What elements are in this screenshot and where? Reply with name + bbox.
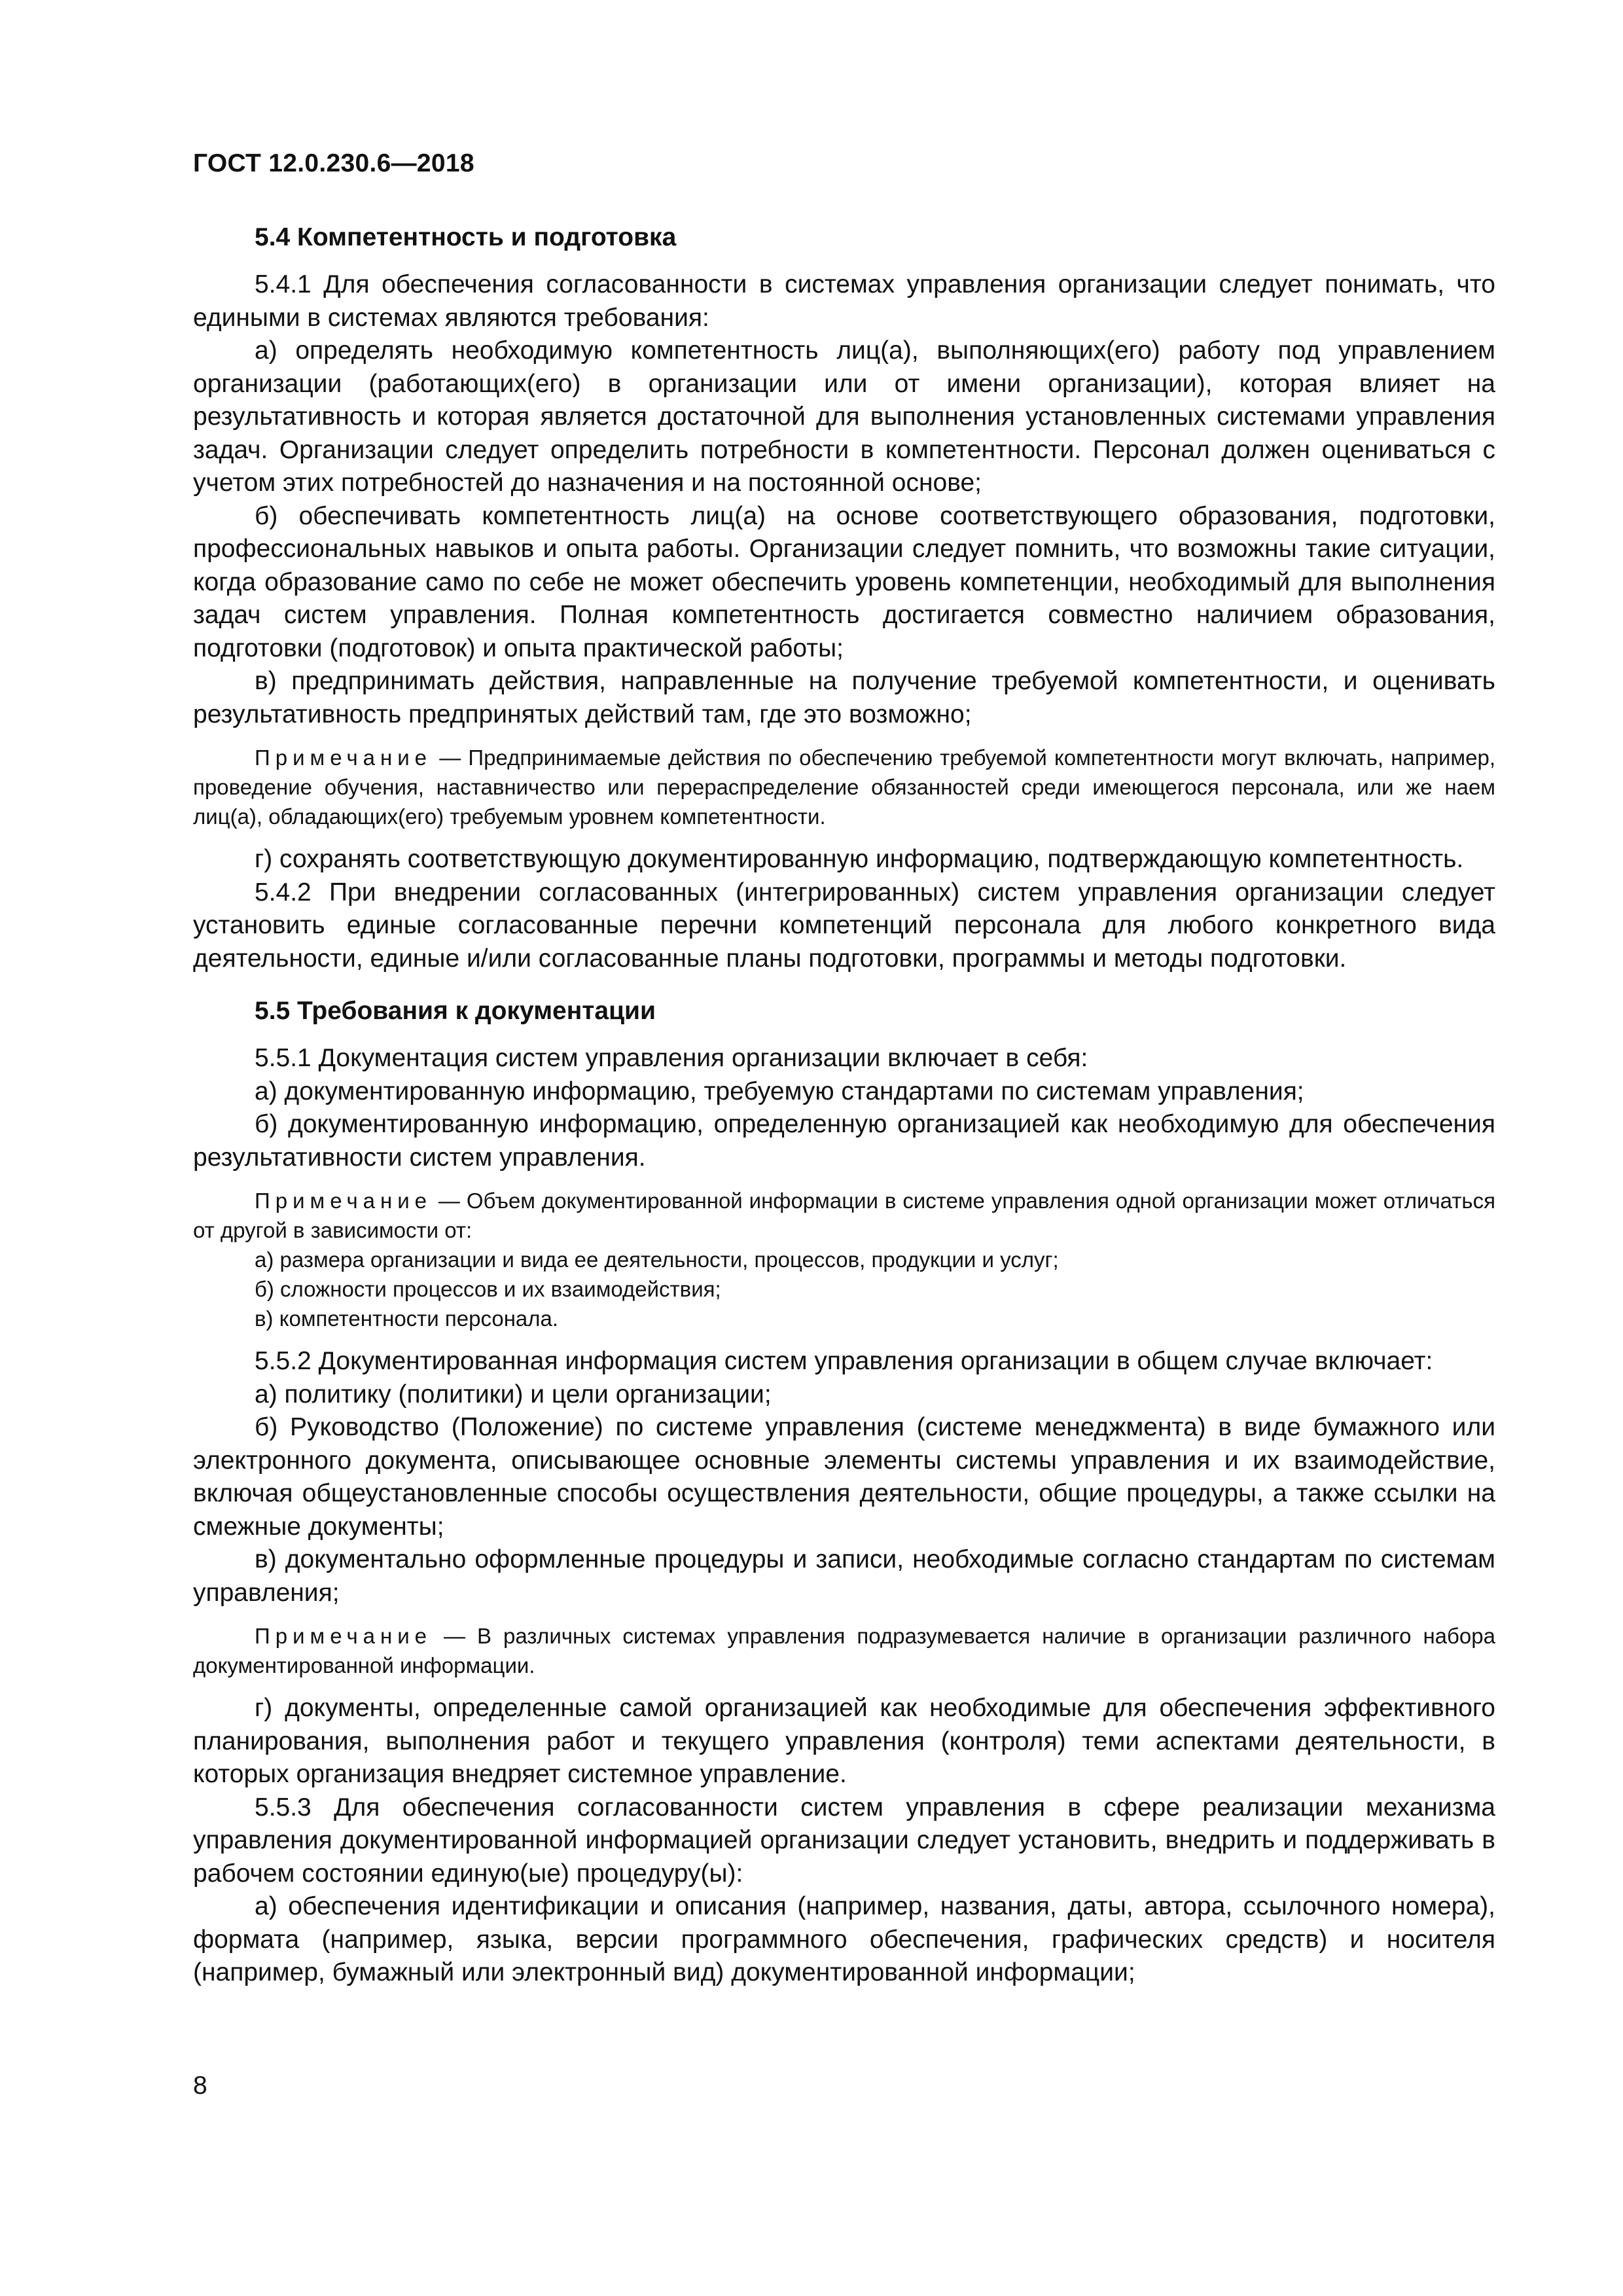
list-item-a: а) политику (политики) и цели организации; [255,1380,772,1408]
note-text: — В различных системах управления подразумевается наличие в организации различного набора документированной информации. [193,1624,1495,1677]
list-item-a: а) обеспечения идентификации и описания (например, названия, даты, автора, ссылочного номера), формата (например, языка, версии программного обеспечения, графических средств) и носителя (например, бумажный или электронный вид) документированной информации; [193,1892,1495,1986]
list-item-v: в) документально оформленные процедуры и записи, необходимые согласно стандартам по системам управления; [193,1545,1495,1607]
paragraph-5-4-2: 5.4.2 При внедрении согласованных (интегрированных) систем управления организации следует установить единые согласованные перечни компетенций персонала для любого конкретного вида деятельности, единые и/или согласованные планы подготовки, программы и методы подготовки. [193,878,1495,973]
page-content [193,221,1495,1990]
note-list-item-v: в) компетентности персонала. [255,1306,559,1331]
section-5-5-title: 5.5 Требования к документации [255,997,656,1025]
note-label: Примечание [255,1189,433,1213]
list-item-a: а) документированную информацию, требуемую стандартами по системам управления; [255,1077,1304,1105]
list-item-b: б) обеспечивать компетентность лиц(а) на основе соответствующего образования, подготовки, профессиональных навыков и опыта работы. Организации следует помнить, что возможны такие ситуации, когда образование само по себе не может обеспечить уровень компетенции, необходимый для выполнения задач систем управления. Полная компетентность достигается совместно наличием образования, подготовки (подготовок) и опыта практической работы; [193,501,1495,662]
document-code-header: ГОСТ 12.0.230.6—2018 [193,149,474,177]
note-text: — Предпринимаемые действия по обеспечению требуемой компетентности могут включать, например, проведение обучения, наставничество или перераспределение обязанностей среди имеющегося персонала, или же наем лиц(а), обладающих(его) требуемым уровнем компетентности. [193,745,1495,829]
list-item-b: б) Руководство (Положение) по системе управления (системе менеджмента) в виде бумажного или электронного документа, описывающее основные элементы системы управления и их взаимодействие, включая общеустановленные способы осуществления деятельности, общие процедуры, а также ссылки на смежные документы; [193,1413,1495,1541]
list-item-v: в) предпринимать действия, направленные на получение требуемой компетентности, и оценивать результативность предпринятых действий там, где это возможно; [193,667,1495,728]
note-competence [193,743,1495,831]
list-item-g: г) сохранять соответствующую документированную информацию, подтверждающую компетентность. [255,845,1464,873]
note-text: — Объем документированной информации в системе управления одной организации может отличаться от другой в зависимости от: [193,1189,1495,1242]
paragraph-5-5-2: 5.5.2 Документированная информация систем управления организации в общем случае включает: [255,1347,1433,1375]
section-5-4-title: 5.4 Компетентность и подготовка [255,223,677,251]
note-label: Примечание [255,745,433,770]
note-documentation-sets [193,1621,1495,1680]
note-label: Примечание [255,1624,433,1648]
paragraph-5-5-1: 5.5.1 Документация систем управления организации включает в себя: [255,1044,1088,1072]
page-number: 8 [193,2072,207,2100]
note-list-item-b: б) сложности процессов и их взаимодействия; [255,1277,721,1301]
paragraph-5-5-3: 5.5.3 Для обеспечения согласованности систем управления в сфере реализации механизма управления документированной информацией организации следует установить, внедрить и поддерживать в рабочем состоянии единую(ые) процедуру(ы): [193,1793,1495,1888]
list-item-b: б) документированную информацию, определенную организацией как необходимую для обеспечения результативности систем управления. [193,1110,1495,1172]
note-list-item-a: а) размера организации и вида ее деятельности, процессов, продукции и услуг; [255,1247,1059,1272]
note-intro [193,1186,1495,1245]
list-item-a: а) определять необходимую компетентность лиц(а), выполняющих(его) работу под управлением организации (работающих(его) в организации или от имени организации), которая влияет на результативность и которая является достаточной для выполнения установленных системами управления задач. Организации следует определить потребности в компетентности. Персонал должен оцениваться с учетом этих потребностей до назначения и на постоянной основе; [193,336,1495,497]
note-documentation-volume [193,1186,1495,1333]
list-item-g: г) документы, определенные самой организацией как необходимые для обеспечения эффективного планирования, выполнения работ и текущего управления (контроля) теми аспектами деятельности, в которых организация внедряет системное управление. [193,1694,1495,1788]
paragraph-5-4-1: 5.4.1 Для обеспечения согласованности в системах управления организации следует понимать, что едиными в системах являются требования: [193,270,1495,332]
